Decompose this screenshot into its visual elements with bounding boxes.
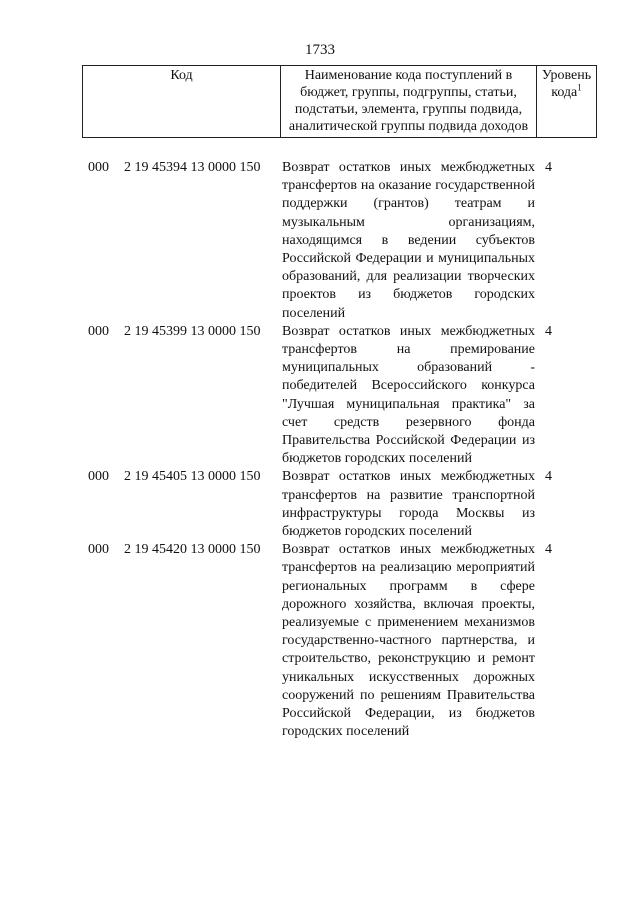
table-row — [82, 468, 554, 541]
table-body — [82, 159, 554, 742]
code-name: Возврат остатков иных межбюджетных трансфертов на премирование муниципальных образований - победителей Всероссийского конкурса "Лучшая муниципальная практика" за счет средств резервного фонда Правительства Российской Федерации из бюджетов городских поселений — [282, 323, 535, 467]
header-table — [82, 65, 597, 138]
page-number: 1733 — [305, 42, 335, 58]
code-name: Возврат остатков иных межбюджетных трансфертов на реализацию мероприятий региональных программ в сфере дорожного хозяйства, включая проекты, реализуемые с применением механизмов государственно-частного партнерства, и строительство, реконструкцию и ремонт уникальных искусственных дорожных сооружений по решениям Правительства Российской Федерации, из бюджетов городских поселений — [282, 542, 535, 740]
table-row — [82, 159, 554, 323]
code-name: Возврат остатков иных межбюджетных трансфертов на развитие транспортной инфраструктуры города Москвы из бюджетов городских поселений — [282, 469, 535, 540]
table-row — [82, 541, 554, 741]
code-level: 4 — [545, 469, 552, 485]
header-row — [83, 66, 597, 138]
admin-code: 000 — [88, 469, 109, 485]
budget-code: 2 19 45399 13 0000 150 — [124, 323, 261, 339]
code-level: 4 — [545, 160, 552, 175]
table-row — [82, 323, 554, 469]
admin-code: 000 — [88, 542, 109, 558]
code-name: Возврат остатков иных межбюджетных трансфертов на оказание государственной поддержки (грантов) театрам и музыкальным организациям, находящимся в ведении субъектов Российской Федерации и муниципальных образований, для реализации творческих проектов из бюджетов городских поселений — [282, 160, 535, 321]
code-level: 4 — [545, 323, 552, 339]
budget-code: 2 19 45405 13 0000 150 — [124, 469, 261, 485]
budget-code: 2 19 45420 13 0000 150 — [124, 542, 261, 558]
admin-code: 000 — [88, 323, 109, 339]
header-code — [83, 66, 281, 138]
header-name-label: Наименование кода поступлений в бюджет, группы, подгруппы, статьи, подстатьи, элемента, группы подвида, аналитической группы подвида доходов — [288, 68, 529, 134]
budget-code: 2 19 45394 13 0000 150 — [124, 160, 261, 175]
header-level-label: Уровень кода — [541, 68, 592, 100]
header-level — [537, 66, 597, 138]
admin-code: 000 — [88, 160, 109, 175]
code-level: 4 — [545, 542, 552, 558]
footnote-marker: 1 — [577, 82, 582, 93]
header-code-label: Код — [170, 68, 193, 83]
header-name — [281, 66, 537, 138]
